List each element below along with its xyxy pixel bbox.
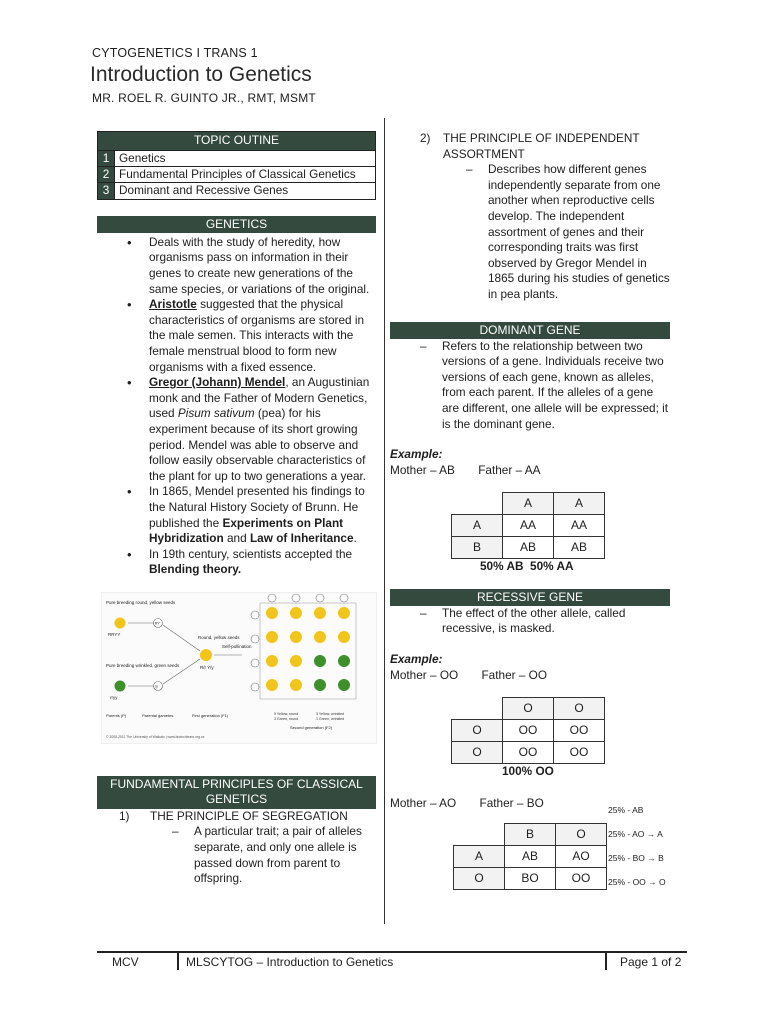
topic-number: 1: [98, 150, 115, 166]
f2-punnett-grid: [251, 594, 356, 699]
list-item: [149, 547, 376, 578]
table-cell: OO: [554, 720, 605, 742]
bullet-text: .: [353, 531, 357, 546]
bullet-text: , an Augustinian monk and the Father of Modern Genetics, used: [149, 375, 370, 421]
gamete-circle: [316, 594, 324, 602]
ratio-label: 3 Green, round: [274, 716, 299, 721]
corner-cell: [452, 493, 503, 515]
table-row: [452, 742, 605, 764]
principle-segregation-text: [194, 824, 376, 886]
bullet-name: Aristotle: [149, 297, 197, 312]
gamete-circle: [292, 594, 300, 602]
yellow-seed-icon: [290, 679, 302, 691]
yellow-seed-icon: [266, 679, 278, 691]
parents-line: [390, 463, 670, 479]
green-seed-icon: [314, 655, 326, 667]
yellow-seed-icon: [338, 631, 350, 643]
list-item: [149, 484, 376, 546]
f1-genotype-label: R/r Y/y: [200, 664, 214, 670]
principle-title: THE PRINCIPLE OF INDEPENDENT ASSORTMENT: [443, 131, 640, 161]
principle-number: 2): [420, 131, 431, 145]
page-title: Introduction to Genetics: [90, 63, 312, 86]
recessive-gene-text: [442, 606, 670, 637]
f1-label: Round, yellow seeds: [198, 634, 240, 640]
caption-parents: Parents (P): [106, 712, 127, 718]
footer-center: MLSCYTOG – Introduction to Genetics: [186, 955, 394, 969]
row-header: A: [452, 515, 503, 537]
topic-outline-heading: TOPIC OUTINE: [98, 132, 376, 151]
course-code: CYTOGENETICS I TRANS 1: [92, 46, 258, 60]
bullet-name: Gregor (Johann) Mendel: [149, 375, 286, 390]
mendel-dihybrid-figure: [101, 592, 377, 744]
table-cell: AB: [554, 537, 605, 559]
gamete-circle: [251, 659, 259, 667]
caption-f1: First generation (F1): [192, 712, 229, 718]
principle-title: THE PRINCIPLE OF SEGREGATION: [150, 808, 348, 823]
footer-separator: [177, 953, 179, 970]
example-label: Example:: [390, 447, 443, 462]
percentage-note: 25% - AB: [608, 805, 644, 816]
publication-title: Experiments on Plant Hybridization: [149, 515, 344, 546]
example-label: Example:: [390, 652, 443, 667]
bullet-text: and: [223, 531, 250, 546]
theory-name: Blending theory.: [149, 562, 242, 577]
dominant-gene-heading: DOMINANT GENE: [390, 322, 670, 339]
bullet-text: Deals with the study of heredity, how organisms pass on information in their genes to create new generations of the same species, or variations of the original.: [149, 234, 370, 296]
f1-seed-icon: [200, 649, 212, 661]
father-genotype: Father – BO: [479, 795, 544, 810]
yellow-seed-icon: [314, 631, 326, 643]
list-item: [149, 297, 376, 375]
rryy-bottom-label: rryy: [110, 694, 118, 700]
column-header: O: [503, 698, 554, 720]
mother-genotype: Mother – OO: [390, 667, 459, 682]
yellow-seed-icon: [290, 607, 302, 619]
yellow-seed-icon: [314, 607, 326, 619]
column-header: A: [503, 493, 554, 515]
corner-cell: [454, 824, 505, 846]
mother-genotype: Mother – AO: [390, 795, 457, 810]
column-header: O: [554, 698, 605, 720]
yellow-seed-icon: [266, 631, 278, 643]
row-header: O: [452, 742, 503, 764]
table-cell: AB: [503, 537, 554, 559]
gamete-circle: [251, 611, 259, 619]
definition-text: Refers to the relationship between two versions of a gene. Individuals receive two versions of each gene, known as alleles, from each parent. If the alleles of a gene are different, one allele will be expressed; it is the dominant gene.: [442, 338, 669, 431]
bullet-text: (pea) for his experiment because of its short growing period. Mendel was able to observe and follow easily observable characteristics of the plant for up to two generations a year.: [149, 406, 367, 483]
gamete-top-label: RY: [155, 621, 160, 626]
abo-cross-block: [390, 805, 670, 894]
abo-punnett-table: [453, 823, 607, 890]
column-header: A: [554, 493, 605, 515]
bullet-text: In 19th century, scientists accepted the: [149, 546, 353, 561]
topic-outline-table: [97, 131, 376, 200]
yellow-seed-icon: [266, 607, 278, 619]
table-cell: AO: [556, 846, 607, 868]
father-genotype: Father – AA: [478, 462, 541, 477]
ratio-label: 1 Green, wrinkled: [316, 716, 345, 721]
species-name: Pisum sativum: [177, 406, 255, 421]
table-cell: BO: [505, 868, 556, 890]
principle-text: Describes how different genes independently separate from one another when reproductive cells develop. The independent assortment of genes and their corresponding traits was first observed by Gregor Mendel in 1865 during his studies of genetics in pea plants.: [488, 162, 670, 301]
table-row: [452, 537, 605, 559]
self-pollination-label: Self-pollination: [222, 643, 252, 649]
definition-text: The effect of the other allele, called recessive, is masked.: [442, 605, 626, 636]
caption-f2: Second generation (F2): [290, 724, 333, 730]
bullet-text: suggested that the physical characteristics of organisms are stored in the male semen. This interacts with the female menstrual blood to form new organisms with a fixed essence.: [149, 297, 365, 374]
table-cell: AA: [554, 515, 605, 537]
purebreeding-round-label: Pure breeding round, yellow seeds: [106, 599, 176, 605]
mother-genotype: Mother – AB: [390, 462, 455, 477]
gamete-circle: [340, 594, 348, 602]
recessive-punnett-table: [451, 697, 605, 764]
gamete-circle: [251, 683, 259, 691]
left-column: [97, 131, 376, 887]
principle-assortment-text: [488, 162, 670, 302]
genetics-list: [97, 235, 376, 578]
column-header: O: [556, 824, 607, 846]
topic-label: Fundamental Principles of Classical Genetics: [115, 167, 376, 183]
principle-text: A particular trait; a pair of alleles separate, and only one allele is passed down from parent to offspring.: [194, 824, 362, 886]
table-cell: OO: [556, 868, 607, 890]
topic-number: 2: [98, 167, 115, 183]
caption-gametes: Parental gametes: [142, 712, 174, 718]
table-row: [454, 824, 607, 846]
row-header: B: [452, 537, 503, 559]
table-row: [452, 720, 605, 742]
footer-page-number: Page 1 of 2: [620, 955, 682, 969]
bullet-text: In 1865, Mendel presented his findings to the Natural History Society of Brunn. He published the: [149, 484, 365, 530]
recessive-gene-heading: RECESSIVE GENE: [390, 589, 670, 606]
fundamental-principles-heading: FUNDAMENTAL PRINCIPLES OF CLASSICAL GENETICS: [97, 776, 376, 809]
table-cell: OO: [554, 742, 605, 764]
dihybrid-cross-diagram: [102, 593, 376, 743]
green-seed-icon: [314, 679, 326, 691]
principle-segregation-title: [97, 809, 376, 825]
yellow-seed-icon: [338, 607, 350, 619]
recessive-result: 100% OO: [502, 764, 554, 779]
right-column: [390, 131, 670, 894]
list-item: [149, 235, 376, 297]
table-row: [454, 868, 607, 890]
dominant-gene-text: [442, 339, 670, 433]
ratio-label: 9 Yellow, round: [274, 711, 299, 716]
table-row: [454, 846, 607, 868]
corner-cell: [452, 698, 503, 720]
footer-separator: [605, 953, 607, 970]
principle-assortment-title: [390, 131, 670, 162]
table-cell: OO: [503, 720, 554, 742]
percentage-note: 25% - AO → A: [608, 829, 663, 840]
green-seed-icon: [338, 655, 350, 667]
column-header: B: [505, 824, 556, 846]
yellow-seed-icon: [290, 655, 302, 667]
topic-number: 3: [98, 183, 115, 199]
row-header: O: [452, 720, 503, 742]
percentage-note: 25% - BO → B: [608, 853, 664, 864]
table-cell: AB: [505, 846, 556, 868]
topic-label: Dominant and Recessive Genes: [115, 183, 376, 199]
table-row: [98, 167, 376, 183]
table-row: [98, 150, 376, 166]
genetics-heading: GENETICS: [97, 216, 376, 233]
table-row: [452, 515, 605, 537]
ratio-label: 3 Yellow, wrinkled: [316, 711, 345, 716]
yellow-seed-icon: [266, 655, 278, 667]
arrow-line: [163, 625, 200, 651]
purebreeding-wrinkled-label: Pure breeding wrinkled, green seeds: [106, 662, 180, 668]
parents-line: [390, 668, 670, 684]
table-cell: AA: [503, 515, 554, 537]
row-header: O: [454, 868, 505, 890]
figure-credit: © 2008-2011 The University of Waikato | www.biotechlearn.org.nz: [106, 734, 205, 739]
table-row: [452, 493, 605, 515]
dominant-punnett-table: [451, 492, 605, 559]
footer-left: MCV: [112, 955, 139, 969]
yellow-seed-icon: [290, 631, 302, 643]
abo-percentages: [608, 798, 678, 894]
author-line: MR. ROEL R. GUINTO JR., RMT, MSMT: [92, 91, 316, 105]
table-row: [98, 183, 376, 199]
table-row: [452, 698, 605, 720]
green-seed-icon: [115, 680, 126, 691]
footer-rule: [97, 951, 687, 953]
rryy-top-label: RRYY: [108, 631, 121, 637]
list-item: [149, 375, 376, 484]
father-genotype: Father – OO: [481, 667, 548, 682]
yellow-seed-icon: [115, 617, 126, 628]
percentage-note: 25% - OO → O: [608, 877, 666, 888]
topic-label: Genetics: [115, 150, 376, 166]
gamete-circle: [268, 594, 276, 602]
column-divider: [384, 118, 385, 924]
dominant-result: 50% AB 50% AA: [480, 559, 574, 574]
green-seed-icon: [338, 679, 350, 691]
publication-title: Law of Inheritance: [249, 531, 354, 546]
gamete-bottom-label: ry: [155, 684, 158, 689]
table-cell: OO: [503, 742, 554, 764]
principle-number: 1): [119, 808, 130, 823]
gamete-circle: [251, 635, 259, 643]
row-header: A: [454, 846, 505, 868]
